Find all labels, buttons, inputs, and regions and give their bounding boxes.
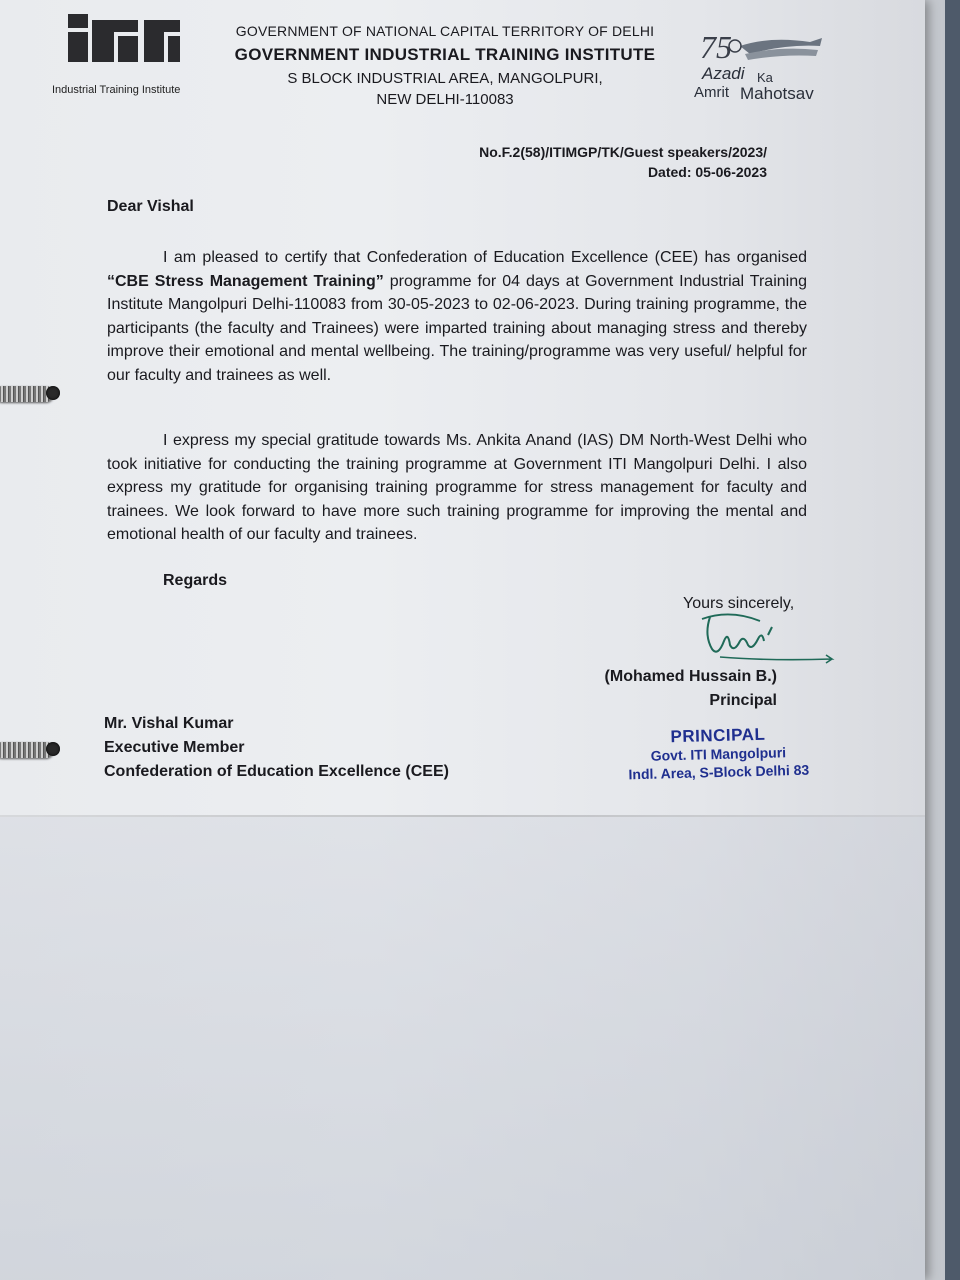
body-paragraph-2 (107, 429, 807, 547)
azadi-number: 75 (700, 29, 732, 65)
logo-caption: Industrial Training Institute (52, 84, 181, 96)
para1-rest: programme for 04 days at Government Industrial Training Institute Mangolpuri Delhi-110083 from 30-05-2023 to 02-06-2023. During training programme, the participants (the faculty and Trainees) were imparted training about managing stress and thereby improve their emotional and mental wellbeing. The training/programme was very useful/ helpful for our faculty and trainees as well. (107, 272, 808, 384)
signatory-name: (Mohamed Hussain B.) (604, 668, 777, 685)
body-paragraph-1 (107, 246, 807, 387)
mahotsav-word: Mahotsav (740, 84, 814, 103)
addressee-block (104, 712, 449, 784)
signature-icon (690, 605, 840, 675)
salutation: Dear Vishal (107, 198, 194, 215)
reference-number: No.F.2(58)/ITIMGP/TK/Guest speakers/2023/ (479, 144, 767, 160)
principal-stamp (627, 725, 809, 784)
programme-title: “CBE Stress Management Training” (107, 272, 384, 290)
stamp-line-1: PRINCIPAL (670, 724, 766, 747)
azadi-ka-amrit-mahotsav-logo (690, 28, 860, 108)
reference-date: Dated: 05-06-2023 (647, 164, 767, 180)
signatory-title: Principal (709, 692, 777, 709)
stamp-line-2: Govt. ITI Mangolpuri (650, 744, 787, 764)
page-fold-line (0, 815, 925, 817)
amrit-word: Amrit (694, 84, 729, 101)
azadi-word: Azadi (702, 64, 745, 83)
address-line-1: S BLOCK INDUSTRIAL AREA, MANGOLPURI, (287, 70, 603, 87)
closing: Yours sincerely, (683, 595, 795, 612)
binder-ring-top-icon (0, 386, 54, 402)
stamp-line-3: Indl. Area, S-Block Delhi 83 (628, 761, 810, 783)
para2-text: I express my special gratitude towards Ms. Ankita Anand (IAS) DM North-West Delhi who took initiative for conducting the training programme at Government ITI Mangolpuri Delhi. I also express my gratitude for organising training programme for stress management for faculty and trainees. We look forward to have more such training programme for improving the mental and emotional health of our faculty and trainees. (107, 432, 807, 543)
address-line-2: NEW DELHI-110083 (376, 91, 514, 108)
iti-logo-icon (68, 14, 180, 62)
ka-word: Ka (757, 70, 773, 85)
addressee-designation: Executive Member (104, 739, 245, 756)
regards: Regards (163, 572, 228, 589)
para1-intro: I am pleased to certify that Confederation of Education Excellence (CEE) has organised (163, 249, 807, 266)
binder-ring-bottom-icon (0, 742, 54, 758)
addressee-name: Mr. Vishal Kumar (104, 715, 234, 732)
government-line: GOVERNMENT OF NATIONAL CAPITAL TERRITORY OF DELHI (235, 23, 655, 39)
reference-block (479, 142, 767, 182)
lower-page-shade (0, 817, 925, 1280)
letterhead (205, 22, 685, 110)
institute-name: GOVERNMENT INDUSTRIAL TRAINING INSTITUTE (234, 45, 656, 64)
addressee-organisation: Confederation of Education Excellence (CEE) (104, 763, 449, 780)
